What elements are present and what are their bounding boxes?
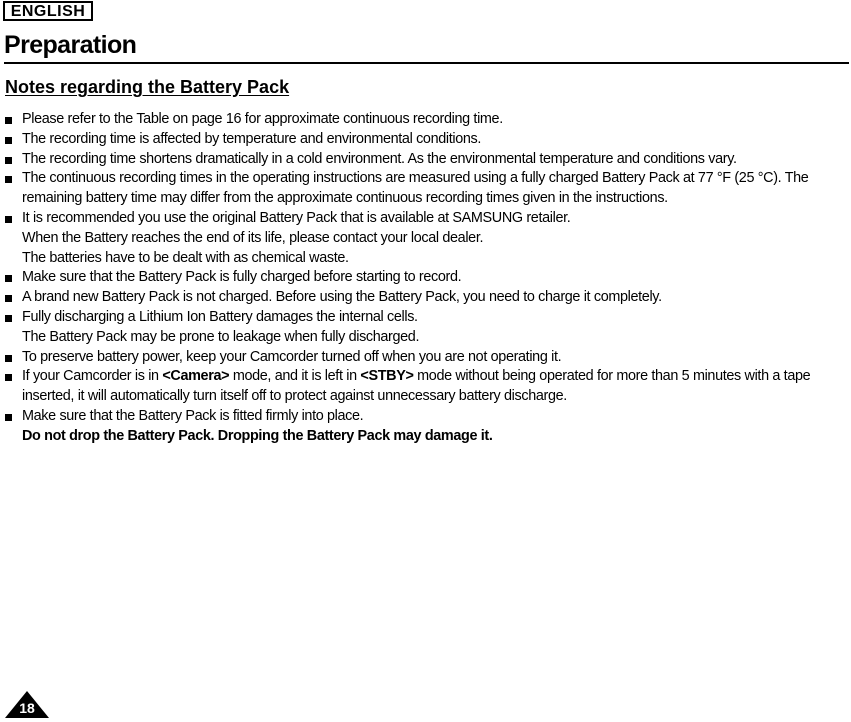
list-item <box>4 308 846 348</box>
note-text: Please refer to the Table on page 16 for approximate continuous recording time. <box>22 111 503 127</box>
square-bullet-icon <box>5 176 12 183</box>
note-text: To preserve battery power, keep your Camcorder turned off when you are not operating it. <box>22 348 562 365</box>
list-item <box>4 348 846 368</box>
list-item <box>4 110 846 130</box>
page-number: 18 <box>19 700 35 716</box>
warning-text: Do not drop the Battery Pack. Dropping the Battery Pack may damage it. <box>22 427 493 444</box>
battery-notes-list <box>4 110 846 447</box>
square-bullet-icon <box>5 157 12 164</box>
note-text: The recording time shortens dramatically in a cold environment. As the environmental temperature and conditions vary. <box>22 150 737 167</box>
square-bullet-icon <box>5 374 12 381</box>
camera-mode-label: <Camera> <box>162 368 230 385</box>
note-text: The Battery Pack may be prone to leakage when fully discharged. <box>22 328 420 345</box>
square-bullet-icon <box>5 117 12 124</box>
stby-mode-label: <STBY> <box>360 368 414 385</box>
section-heading: Notes regarding the Battery Pack <box>5 77 290 97</box>
list-item <box>4 367 846 407</box>
page-number-badge <box>3 689 51 719</box>
list-item <box>4 268 846 288</box>
square-bullet-icon <box>5 295 12 302</box>
note-text: Make sure that the Battery Pack is fully charged before starting to record. <box>22 269 462 286</box>
list-item <box>4 209 846 268</box>
page-title: Preparation <box>4 31 137 59</box>
list-item <box>4 288 846 308</box>
square-bullet-icon <box>5 137 12 144</box>
note-fragment: mode without being operated for more than 5 minutes with a tape inserted, it will automatically turn itself off to protect against unnecessary battery discharge. <box>22 368 811 405</box>
language-badge: ENGLISH <box>3 1 93 21</box>
note-text: When the Battery reaches the end of its life, please contact your local dealer. <box>22 229 484 246</box>
note-fragment: If your Camcorder is in <box>22 368 163 385</box>
list-item <box>4 407 846 447</box>
square-bullet-icon <box>5 355 12 362</box>
square-bullet-icon <box>5 414 12 421</box>
note-text: Make sure that the Battery Pack is fitted firmly into place. <box>22 407 364 424</box>
list-item <box>4 150 846 170</box>
note-fragment: mode, and it is left in <box>229 368 361 385</box>
note-text: The continuous recording times in the operating instructions are measured using a fully charged Battery Pack at 77 °F (25 °C). The remaining battery time may differ from the approximate continuous recording times given in the instructions. <box>22 170 809 207</box>
note-text: The batteries have to be dealt with as chemical waste. <box>22 249 349 266</box>
list-item <box>4 169 846 209</box>
note-text <box>22 367 846 407</box>
note-text: It is recommended you use the original Battery Pack that is available at SAMSUNG retailer. <box>22 209 571 226</box>
square-bullet-icon <box>5 315 12 322</box>
square-bullet-icon <box>5 216 12 223</box>
title-divider <box>4 62 849 64</box>
note-text: The recording time is affected by temperature and environmental conditions. <box>22 130 482 147</box>
square-bullet-icon <box>5 275 12 282</box>
note-text: Fully discharging a Lithium Ion Battery damages the internal cells. <box>22 308 418 325</box>
list-item <box>4 130 846 150</box>
note-text: A brand new Battery Pack is not charged. Before using the Battery Pack, you need to charge it completely. <box>22 289 662 306</box>
